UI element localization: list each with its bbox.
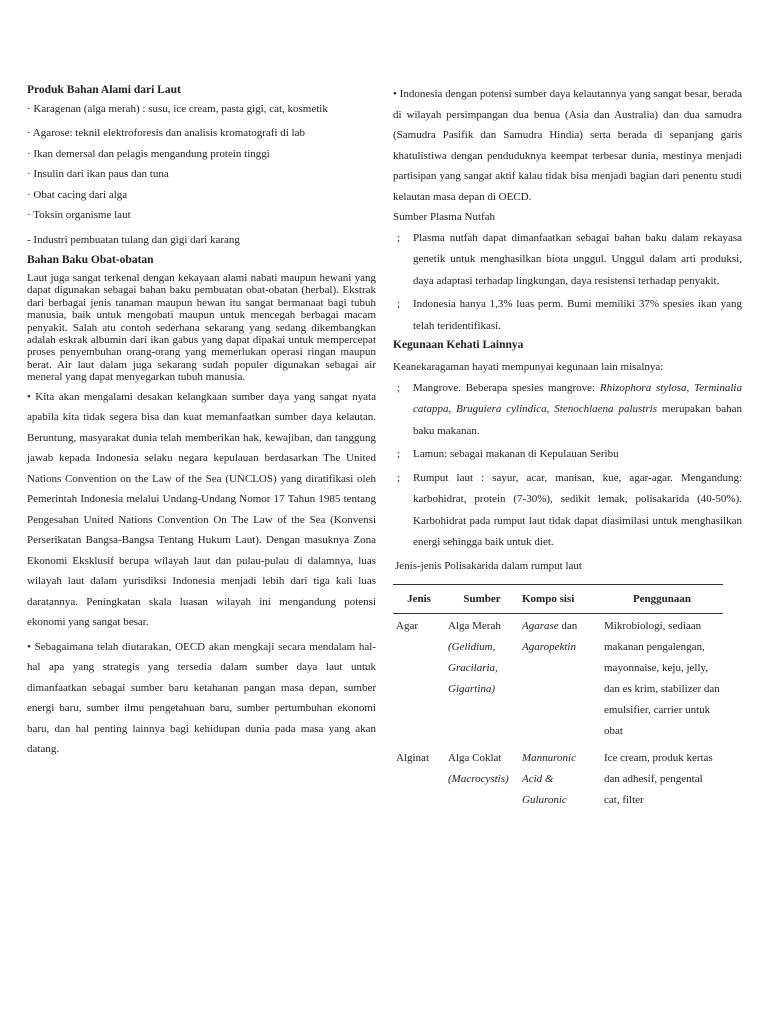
kegunaan-intro: Keanekaragaman hayati mempunyai kegunaan lain misalnya:: [393, 361, 664, 373]
lamun-item: [393, 444, 742, 466]
obat-paragraph: Laut juga sangat terkenal dengan kekayaan alami nabati maupun hewani yang dapat digunakan sebagai bahan baku pembuatan obat-obatan (herbal). Ekstrak dari berbagai jenis tanaman maupun hewan itu sangat bermanaat bagi tubuh manusia, baik untuk mengobati maupun untuk mencegah berbagai macam penyakit. Salah atu contoh sederhana sekarang yang sedang dikembangkan adalah eskrak albumin dari ikan gabus yang dapat dipakai untuk mempercepat proses penyembuhan orang-orang yang memerlukan operasi ringan maupun berat. Air laut dalam juga sekarang sudah populer digunakan sebagai air meneral yang dapat menyegarkan tubuh manusia.: [27, 272, 376, 384]
unclos-bullet: • Kita akan mengalami desakan kelangkaan sumber daya yang sangat nyata apabila kita tidak segera bisa dan kuat memanfaatkan sumber daya kelautan. Beruntung, masyarakat dunia telah memberikan hak, kewajiban, dan tanggung jawab kepada Indonesia selaku negara kepulauan berdasarkan The United Nations Convention on the Law of the Sea (UNCLOS) yang diratifikasi oleh Pemerintah Indonesia melalui Undang-Undang Nomor 17 Tahun 1985 tentang Pengesahan United Nations Convention On The Law of the Sea (Konvensi Perserikatan Bangsa-Bangsa Tentang Hukum Laut). Dengan masuknya Zona Ekonomi Eksklusif berupa wilayah laut dan pulau-pulau di dalamnya, luas wilayah laut dalam yurisdiksi Indonesia menjadi lebih dari tiga kali luas daratannya. Peningkatan skala luasan wilayah ini mengandung potensi ekonomi yang sangat besar.: [27, 390, 376, 629]
cell-komposisi: Agarase dan Agaropektin: [522, 620, 578, 653]
header-penggunaan: Penggunaan: [601, 585, 723, 614]
oecd-bullet: • Sebagaimana telah diutarakan, OECD akan mengkaji secara mendalam hal-hal apa yang strategis yang tersedia dalam sumber daya laut untuk dimanfaatkan sebagai sumber baru ketahanan pangan masa depan, sumber energi baru, sumber ilmu pengetahuan baru, sumber pertumbuhan ekonomi baru, dan hal penting lainnya bagi kehidupan dunia pada masa yang akan datang.: [27, 640, 376, 756]
rumput-laut-item: [393, 468, 742, 554]
mangrove-item: [393, 378, 742, 443]
cell-penggunaan: Mikrobiologi, sediaan makanan pengalengan, mayonnaise, keju, jelly, dan es krim, stabilizer dan emulsifier, carrier untuk obat: [604, 620, 720, 737]
header-sumber: Sumber: [445, 585, 519, 614]
cell-penggunaan: Ice cream, produk kertas dan adhesif, pengental cat, filter: [604, 752, 713, 806]
lamun-text: Lamun: sebagai makanan di Kepulauan Seribu: [413, 448, 619, 460]
indonesia-bullet: • Indonesia dengan potensi sumber daya kelautannya yang sangat besar, berada di wilayah persimpangan dua benua (Asia dan Australia) dan dua samudra (Samudra Pasifik dan Samudra Hindia) serta berada di sepanjang garis khatulistiwa dengan penduduknya keempat terbesar dunia, mestinya menjadi partisipan yang sangat aktif kalau tidak bisa menjadi bagian dari penentu studi kelautan masa depan di OECD.: [393, 88, 742, 203]
left-column: [27, 84, 376, 760]
product-item: · Obat cacing dari alga: [27, 188, 128, 201]
plasma-item: [393, 294, 742, 337]
cell-sumber: Alga Merah (Gelidium, Gracilaria, Gigartina): [448, 620, 501, 695]
table-caption: Jenis-jenis Polisakarida dalam rumput laut: [395, 559, 582, 572]
table-header-row: [393, 585, 723, 614]
industry-item: - Industri pembuatan tulang dan gigi dari karang: [27, 233, 240, 246]
polisakarida-table: [393, 584, 723, 815]
mangrove-text: Mangrove. Beberapa spesies mangrove: Rhizophora stylosa, Terminalia catappa, Bruguiera cylindica, Stenochlaena palustris merupakan bahan baku makanan.: [413, 381, 742, 437]
list-marker: ;: [397, 448, 401, 460]
list-marker: ;: [397, 471, 401, 484]
right-column: [393, 84, 742, 815]
header-komposisi: Kompo sisi: [519, 585, 601, 614]
product-item: · Insulin dari ikan paus dan tuna: [27, 168, 169, 180]
product-item: · Karagenan (alga merah) : susu, ice cream, pasta gigi, cat, kosmetik: [27, 103, 328, 115]
cell-sumber: Alga Coklat (Macrocystis): [448, 752, 509, 785]
product-item: · Ikan demersal dan pelagis mengandung protein tinggi: [27, 147, 270, 160]
product-item: · Toksin organisme laut: [27, 209, 131, 221]
plasma-item: [393, 228, 742, 293]
cell-jenis: Alginat: [396, 752, 429, 764]
rumput-laut-text: Rumput laut : sayur, acar, manisan, kue, agar-agar. Mengandung: karbohidrat, protein (7-30%), sedikit lemak, polisakarida (40-50%). Karbohidrat pada rumput laut tidak dapat diasimilasi untuk menghasilkan energi sehingga baik untuk diet.: [413, 471, 742, 548]
cell-komposisi: Mannuronic Acid & Guluronic: [522, 752, 576, 806]
heading-bahan-baku-obat: Bahan Baku Obat-obatan: [27, 254, 154, 266]
plasma-nutfah-title: Sumber Plasma Nutfah: [393, 211, 496, 223]
cell-jenis: Agar: [396, 620, 418, 632]
plasma-item-text: Plasma nutfah dapat dimanfaatkan sebagai bahan baku dalam rekayasa genetik untuk menghasilkan biota unggul. Unggul dalam arti produksi, daya adaptasi terhadap lingkungan, daya resistensi terhadap penyakit.: [413, 231, 742, 287]
list-marker: ;: [397, 298, 401, 310]
header-jenis: Jenis: [393, 585, 445, 614]
heading-produk-bahan-alami: Produk Bahan Alami dari Laut: [27, 84, 181, 96]
heading-kegunaan-kehati: Kegunaan Kehati Lainnya: [393, 339, 524, 351]
product-item: · Agarose: teknil elektroforesis dan analisis kromatografi di lab: [27, 127, 305, 139]
table-row: [393, 614, 723, 747]
list-marker: ;: [397, 381, 401, 394]
list-marker: ;: [397, 231, 401, 244]
table-row: [393, 746, 723, 815]
plasma-item-text: Indonesia hanya 1,3% luas perm. Bumi memiliki 37% spesies ikan yang telah teridentifikasi.: [413, 298, 742, 332]
